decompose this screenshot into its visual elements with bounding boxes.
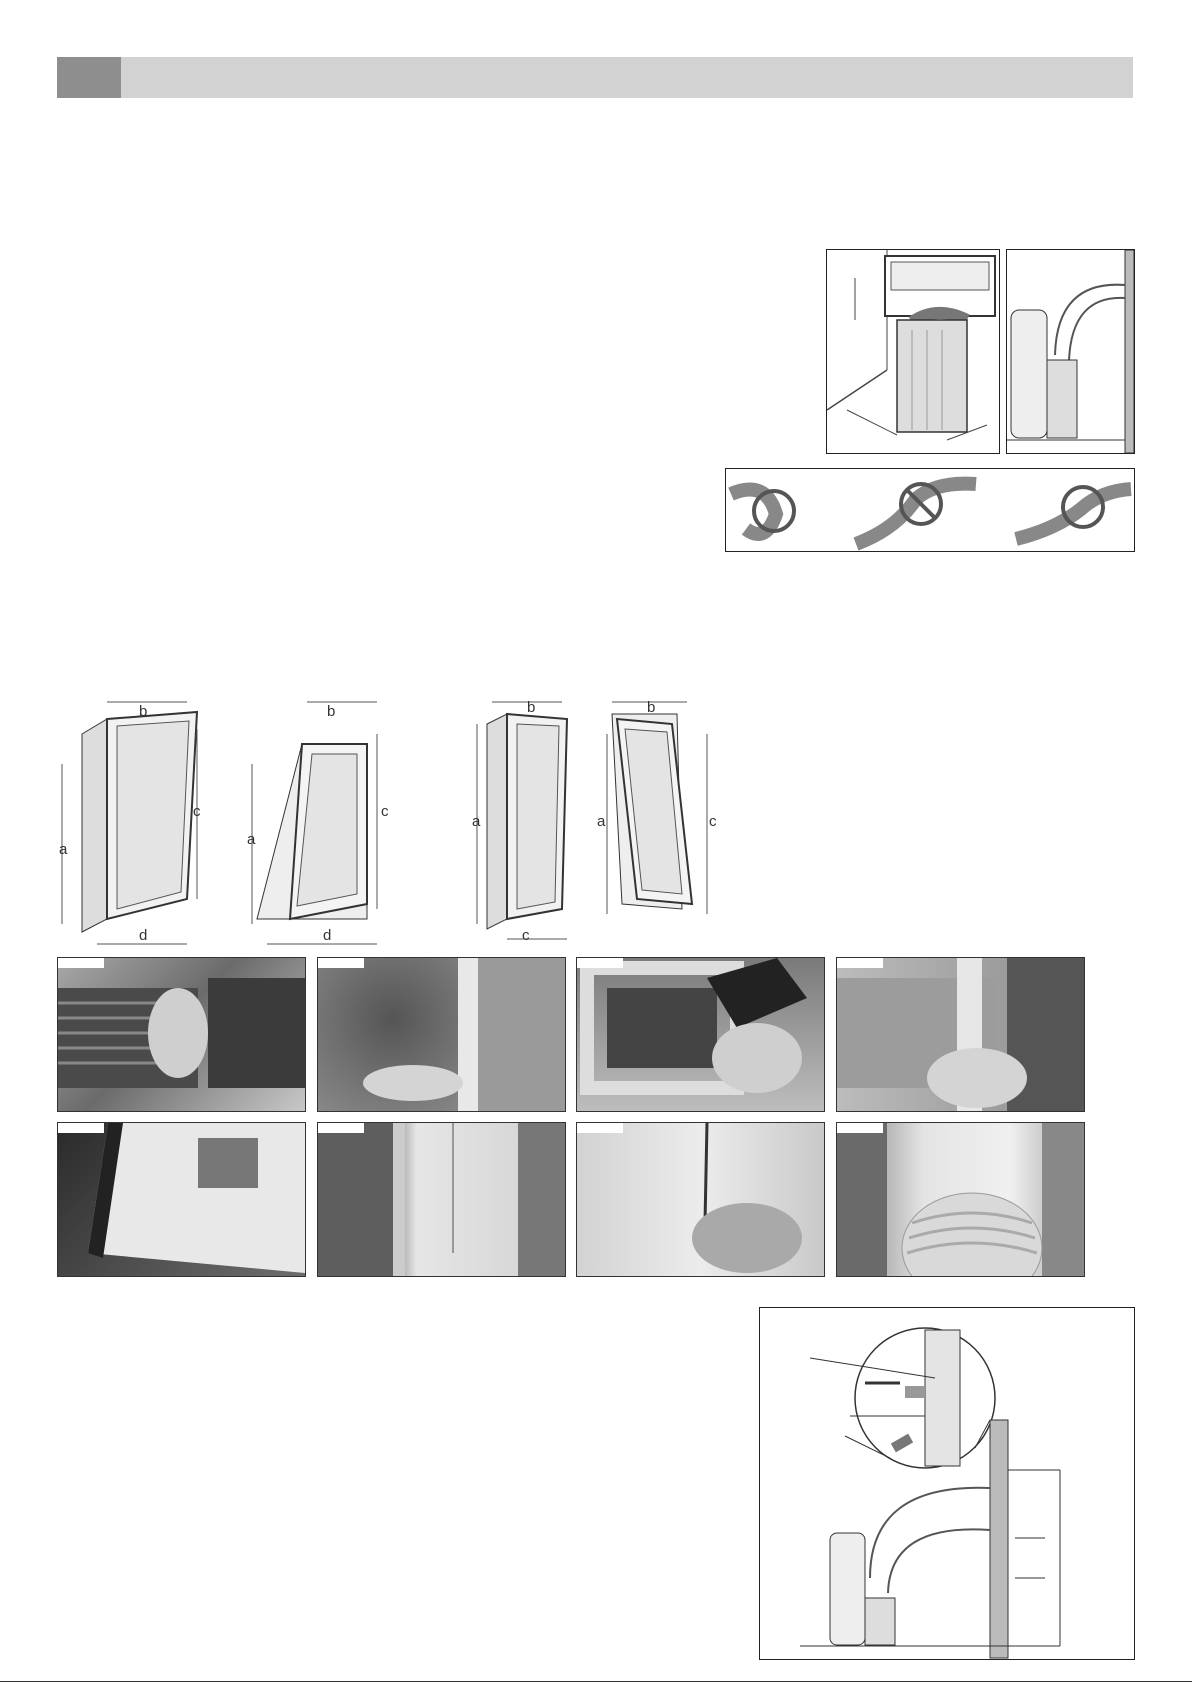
label-a: a <box>472 813 481 830</box>
photo-step-2-image <box>318 958 565 1111</box>
wall-installation-illustration <box>760 1308 1134 1659</box>
label-c: c <box>522 927 530 944</box>
photo-step-2 <box>317 957 566 1112</box>
figure-unit-side <box>1006 249 1135 454</box>
window-diagram-tilted <box>597 699 717 914</box>
photo-step-7 <box>576 1122 825 1277</box>
photo-step-7-image <box>577 1123 824 1276</box>
figure-unit-window <box>826 249 1000 454</box>
figure-hose-bending <box>725 468 1135 552</box>
label-b: b <box>527 699 536 716</box>
unit-window-illustration <box>827 250 999 453</box>
label-c: c <box>193 803 201 820</box>
photo-step-6-image <box>318 1123 565 1276</box>
label-a: a <box>597 813 606 830</box>
photo-step-1 <box>57 957 306 1112</box>
label-a: a <box>59 841 68 858</box>
section-header-tab <box>57 57 121 98</box>
photo-step-4 <box>836 957 1085 1112</box>
label-d: d <box>139 927 148 944</box>
photo-step-3-image <box>577 958 824 1111</box>
figure-wall-installation <box>759 1307 1135 1660</box>
photo-step-5 <box>57 1122 306 1277</box>
photo-step-5-image <box>58 1123 305 1276</box>
photo-step-6 <box>317 1122 566 1277</box>
label-c: c <box>381 803 389 820</box>
label-b: b <box>327 703 336 720</box>
footer-rule <box>0 1681 1192 1682</box>
window-diagram-top-hung <box>247 702 389 944</box>
hose-bending-illustration <box>726 469 1134 551</box>
label-b: b <box>647 699 656 716</box>
label-d: d <box>323 927 332 944</box>
photo-step-3 <box>576 957 825 1112</box>
label-a: a <box>247 831 256 848</box>
window-diagrams-svg <box>57 694 767 954</box>
photo-step-8-image <box>837 1123 1084 1276</box>
photo-step-4-image <box>837 958 1084 1111</box>
section-header-bar <box>57 57 1133 98</box>
photo-step-8 <box>836 1122 1085 1277</box>
window-diagram-casement <box>59 702 201 944</box>
window-type-diagrams <box>57 694 767 954</box>
label-c: c <box>709 813 717 830</box>
window-diagram-door <box>472 699 567 944</box>
photo-step-1-image <box>58 958 305 1111</box>
unit-side-illustration <box>1007 250 1134 453</box>
label-b: b <box>139 703 148 720</box>
